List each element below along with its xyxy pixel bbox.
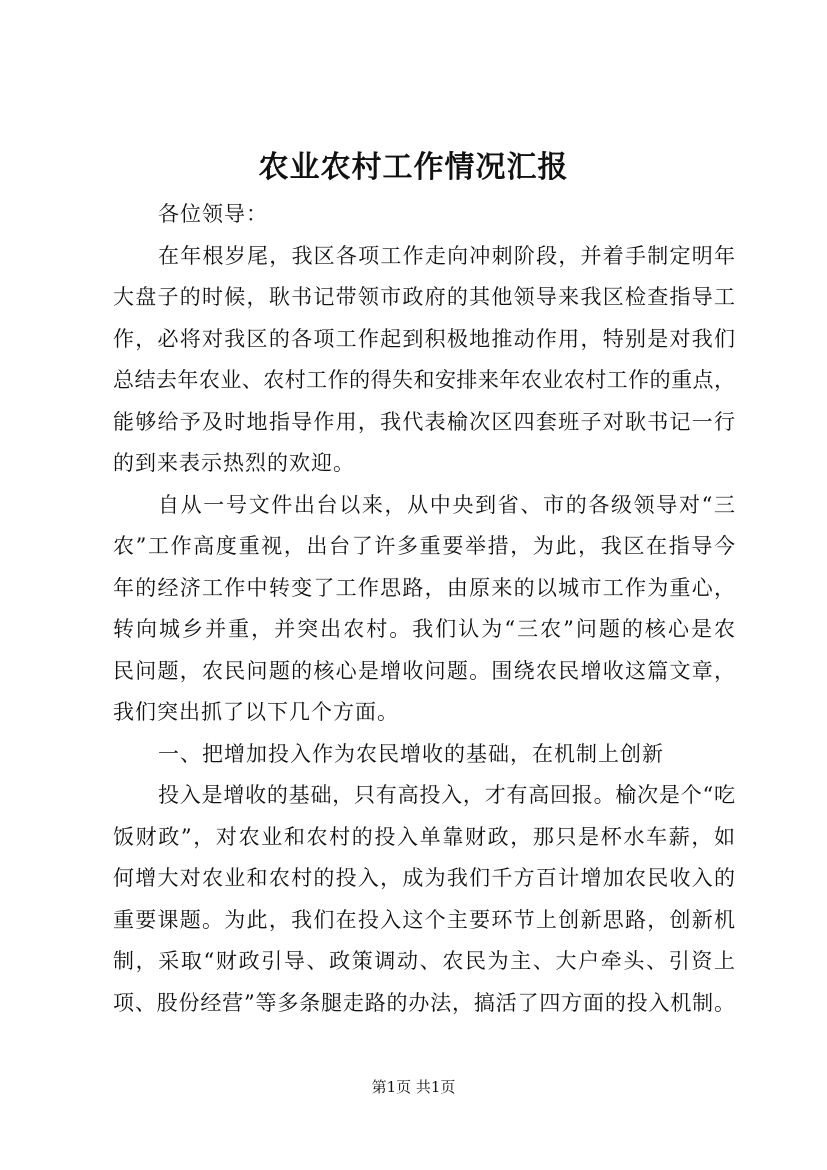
salutation: 各位领导： <box>158 202 268 226</box>
paragraph-3 <box>113 775 735 1024</box>
paragraph-line: 重要课题。为此，我们在投入这个主要环节上创新思路，创新机 <box>113 907 735 932</box>
paragraph-line: 项、股份经营”等多条腿走路的办法，搞活了四方面的投入机制。 <box>113 990 735 1015</box>
paragraph-line: 能够给予及时地指导作用，我代表榆次区四套班子对耿书记一行 <box>113 409 735 434</box>
document-body <box>113 194 735 1024</box>
paragraph-1 <box>113 236 735 485</box>
paragraph-line: 民问题，农民问题的核心是增收问题。围绕农民增收这篇文章， <box>113 658 735 683</box>
paragraph-line: 在年根岁尾，我区各项工作走向冲刺阶段，并着手制定明年 <box>158 243 735 268</box>
paragraph-line: 自从一号文件出台以来，从中央到省、市的各级领导对“三 <box>158 492 735 517</box>
page-number: 第1页 共1页 <box>371 1078 456 1096</box>
paragraph-line: 饭财政”，对农业和农村的投入单靠财政，那只是杯水车薪，如 <box>113 824 735 849</box>
paragraph-line: 总结去年农业、农村工作的得失和安排来年农业农村工作的重点， <box>113 368 735 392</box>
paragraph-line: 投入是增收的基础，只有高投入，才有高回报。榆次是个“吃 <box>158 783 735 807</box>
paragraph-line: 农”工作高度重视，出台了许多重要举措，为此，我区在指导今 <box>113 534 735 558</box>
paragraph-line: 年的经济工作中转变了工作思路，由原来的以城市工作为重心， <box>113 575 735 600</box>
paragraph-line: 转向城乡并重，并突出农村。我们认为“三农”问题的核心是农 <box>113 617 735 641</box>
paragraph-2 <box>113 485 735 734</box>
paragraph-line: 制，采取“财政引导、政策调动、农民为主、大户牵头、引资上 <box>113 949 735 973</box>
paragraph-line: 的到来表示热烈的欢迎。 <box>113 451 355 475</box>
section-heading-1: 一、把增加投入作为农民增收的基础，在机制上创新 <box>158 741 664 766</box>
paragraph-line: 大盘子的时候，耿书记带领市政府的其他领导来我区检查指导工 <box>113 285 735 309</box>
paragraph-line: 我们突出抓了以下几个方面。 <box>113 700 399 724</box>
paragraph-line: 何增大对农业和农村的投入，成为我们千方百计增加农民收入的 <box>113 866 735 890</box>
paragraph-line: 作，必将对我区的各项工作起到积极地推动作用，特别是对我们 <box>113 326 735 351</box>
document-title: 农业农村工作情况汇报 <box>258 150 569 185</box>
